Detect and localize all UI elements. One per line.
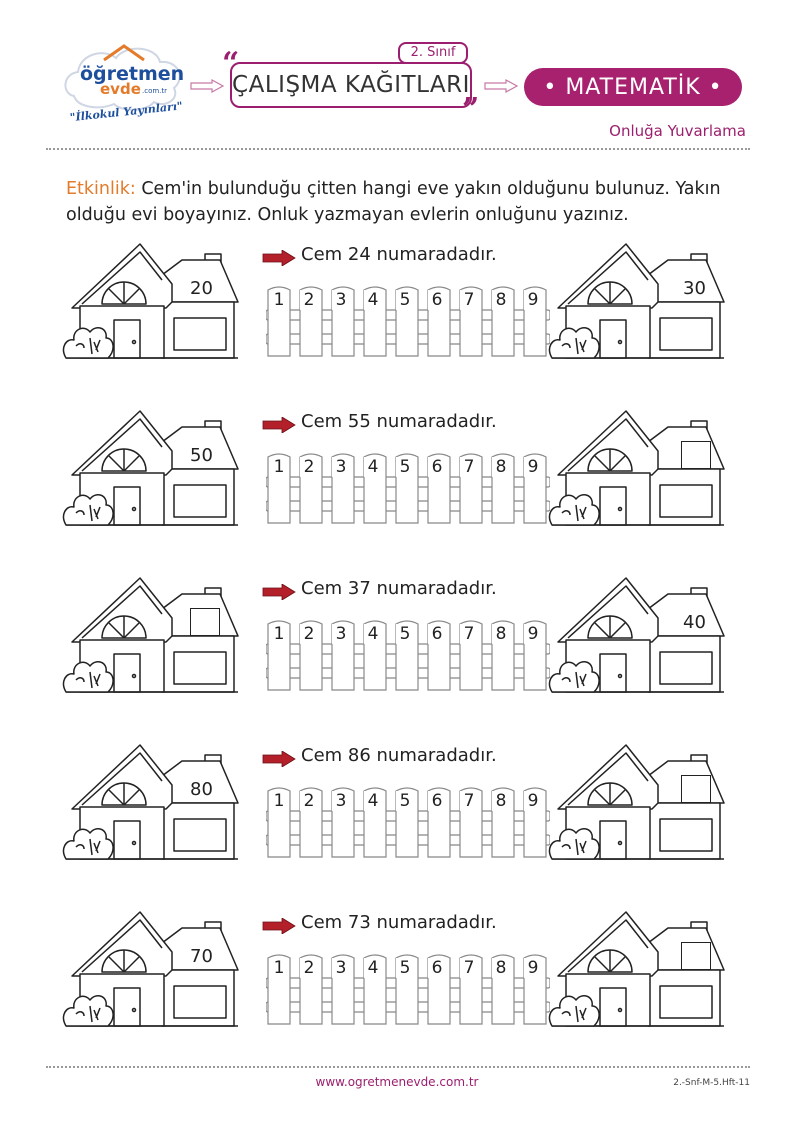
logo-domain: .com.tr <box>142 87 168 95</box>
left-house-blank-box[interactable] <box>190 608 220 636</box>
left-house-illustration <box>62 405 252 535</box>
fence-digit: 7 <box>460 791 478 811</box>
fence-digit: 4 <box>364 624 382 644</box>
fence-digit: 4 <box>364 791 382 811</box>
fence-digit: 8 <box>492 624 510 644</box>
fence-digit: 4 <box>364 958 382 978</box>
left-house-illustration <box>62 238 252 368</box>
cem-position-text: Cem 37 numaradadır. <box>301 578 497 599</box>
fence-digit: 6 <box>428 457 446 477</box>
pointer-arrow-icon <box>262 751 296 767</box>
left-house-illustration <box>62 906 252 1036</box>
left-house-number: 80 <box>190 779 213 800</box>
left-house-illustration <box>62 739 252 869</box>
fence-digit: 3 <box>332 457 350 477</box>
fence-digits <box>266 958 550 982</box>
instructions <box>66 176 736 228</box>
open-quote-icon: “ <box>222 46 240 81</box>
worksheet-title: ÇALIŞMA KAĞITLARI <box>232 72 470 98</box>
left-house-number: 50 <box>190 445 213 466</box>
fence-digit: 4 <box>364 457 382 477</box>
fence-digit: 7 <box>460 290 478 310</box>
fence-digit: 6 <box>428 958 446 978</box>
fence-digit: 6 <box>428 791 446 811</box>
fence-digit: 5 <box>396 457 414 477</box>
right-house-blank-box[interactable] <box>681 942 711 970</box>
cem-position-text: Cem 24 numaradadır. <box>301 244 497 265</box>
fence-digit: 3 <box>332 624 350 644</box>
fence-digit: 2 <box>300 290 318 310</box>
fence-digit: 4 <box>364 290 382 310</box>
fence-digit: 8 <box>492 457 510 477</box>
fence-digit: 3 <box>332 791 350 811</box>
logo-tagline: "İlkokul Yayınları" <box>69 99 184 125</box>
pointer-arrow-icon <box>262 250 296 266</box>
left-house-number: 20 <box>190 278 213 299</box>
fence-digit: 8 <box>492 290 510 310</box>
fence-digit: 2 <box>300 457 318 477</box>
right-house-illustration <box>548 739 738 869</box>
left-house-illustration <box>62 572 252 702</box>
cem-position-text: Cem 55 numaradadır. <box>301 411 497 432</box>
footer-divider <box>46 1066 750 1068</box>
worksheet-title-box <box>230 62 472 108</box>
header-divider <box>46 148 750 150</box>
fence-digits <box>266 624 550 648</box>
fence-digit: 1 <box>270 290 288 310</box>
fence-digit: 5 <box>396 791 414 811</box>
pointer-arrow-icon <box>262 584 296 600</box>
publisher-logo <box>60 38 188 130</box>
fence-digit: 1 <box>270 958 288 978</box>
fence-digit: 2 <box>300 958 318 978</box>
fence-digit: 9 <box>524 624 542 644</box>
fence-digit: 9 <box>524 791 542 811</box>
right-house-illustration <box>548 405 738 535</box>
fence-digits <box>266 791 550 815</box>
left-house-number: 70 <box>190 946 213 967</box>
fence-digit: 7 <box>460 624 478 644</box>
exercise-row <box>0 906 794 1046</box>
right-house-illustration <box>548 906 738 1036</box>
cem-position-text: Cem 86 numaradadır. <box>301 745 497 766</box>
fence-digit: 2 <box>300 791 318 811</box>
fence-digit: 1 <box>270 457 288 477</box>
fence-digit: 3 <box>332 958 350 978</box>
topic-title: Onluğa Yuvarlama <box>609 122 746 140</box>
exercise-row <box>0 405 794 545</box>
footer-code: 2.-Snf-M-5.Hft-11 <box>673 1078 750 1088</box>
fence-digit: 8 <box>492 791 510 811</box>
logo-line2: evde <box>100 80 141 98</box>
instructions-label: Etkinlik: <box>66 179 136 199</box>
pointer-arrow-icon <box>262 417 296 433</box>
fence-digit: 8 <box>492 958 510 978</box>
grade-badge: 2. Sınıf <box>398 42 468 64</box>
close-quote-icon: ” <box>462 92 480 127</box>
right-house-blank-box[interactable] <box>681 441 711 469</box>
logo-line1: öğretmen <box>80 63 185 85</box>
fence-digit: 7 <box>460 958 478 978</box>
right-house-blank-box[interactable] <box>681 775 711 803</box>
right-house-number: 40 <box>683 612 706 633</box>
fence-digit: 9 <box>524 290 542 310</box>
exercise-row <box>0 572 794 712</box>
subject-badge: • MATEMATİK • <box>524 68 742 106</box>
exercise-row <box>0 739 794 879</box>
fence-digit: 9 <box>524 958 542 978</box>
fence-digit: 2 <box>300 624 318 644</box>
header-arrow-icon <box>484 79 518 93</box>
fence-digit: 5 <box>396 958 414 978</box>
fence-digit: 5 <box>396 624 414 644</box>
fence-digit: 1 <box>270 624 288 644</box>
right-house-illustration <box>548 572 738 702</box>
right-house-number: 30 <box>683 278 706 299</box>
fence-digit: 7 <box>460 457 478 477</box>
fence-digit: 9 <box>524 457 542 477</box>
fence-digit: 5 <box>396 290 414 310</box>
fence-digits <box>266 457 550 481</box>
right-house-illustration <box>548 238 738 368</box>
fence-digit: 1 <box>270 791 288 811</box>
pointer-arrow-icon <box>262 918 296 934</box>
fence-digits <box>266 290 550 314</box>
header-arrow-icon <box>190 79 224 93</box>
instructions-text: Cem'in bulunduğu çitten hangi eve yakın olduğunu bulunuz. Yakın olduğu evi boyayınız. Onluk yazmayan evlerin onluğunu yazınız. <box>66 179 721 225</box>
fence-digit: 3 <box>332 290 350 310</box>
exercise-row <box>0 238 794 378</box>
cem-position-text: Cem 73 numaradadır. <box>301 912 497 933</box>
footer-url: www.ogretmenevde.com.tr <box>315 1075 479 1089</box>
fence-digit: 6 <box>428 290 446 310</box>
fence-digit: 6 <box>428 624 446 644</box>
